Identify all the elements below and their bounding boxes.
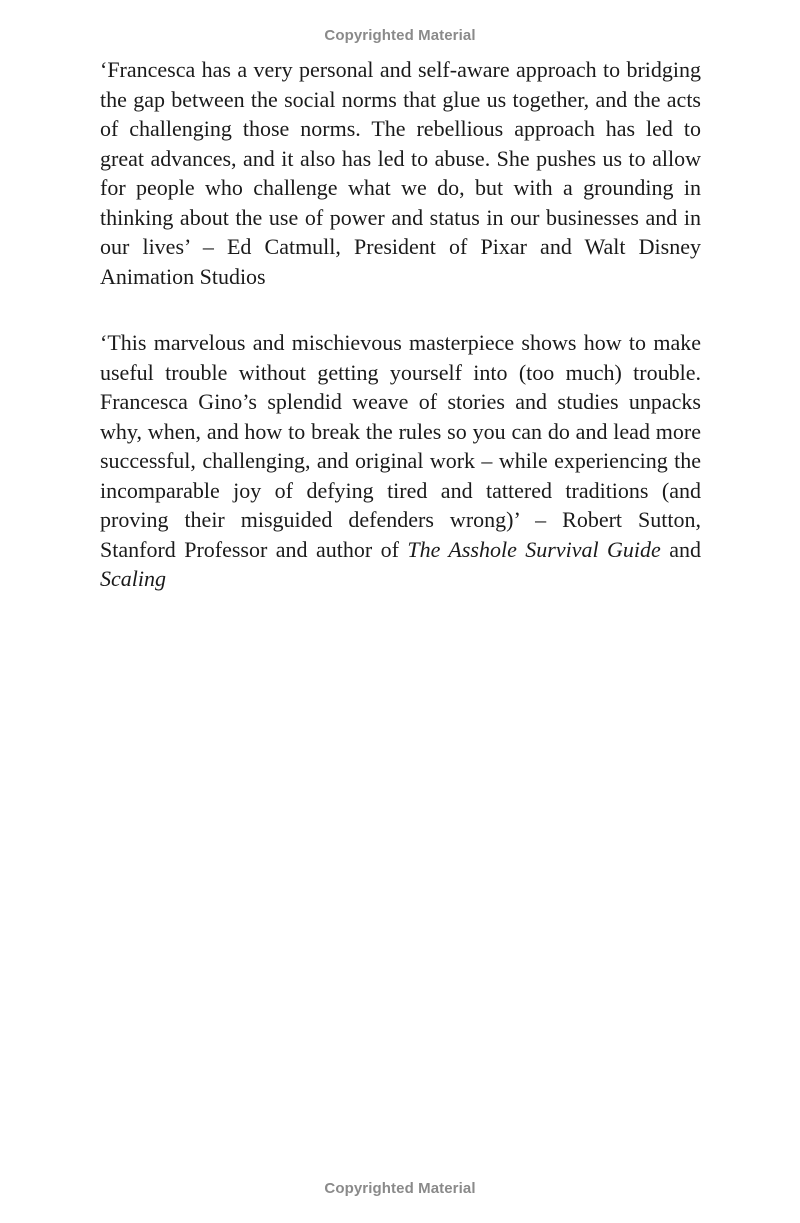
- endorsement-quote-catmull: ‘Francesca has a very personal and self-aware approach to bridging the gap between the social norms that glue us together, and the acts of challenging those norms. The rebellious approach has led to great advances, and it also has led to abuse. She pushes us to allow for people who challenge what we do, but with a grounding in thinking about the use of power and status in our businesses and in our lives’ – Ed Catmull, President of Pixar and Walt Disney Animation Studios: [100, 57, 701, 289]
- book-title-asshole-survival-guide: The Asshole Survival Guide: [407, 536, 661, 562]
- endorsement-quote-sutton: [100, 328, 701, 594]
- quote-text-conjunction: and: [660, 536, 701, 562]
- book-title-scaling: Scaling: [100, 566, 166, 591]
- copyright-watermark-top: Copyrighted Material: [324, 27, 476, 44]
- copyright-watermark-bottom: Copyrighted Material: [324, 1180, 476, 1197]
- endorsements: [100, 55, 701, 594]
- quote-text: ‘This marvelous and mischievous masterpiece shows how to make useful trouble without getting yourself into (too much) trouble. Francesca Gino’s splendid weave of stories and studies unpacks why, when, and how to break the rules so you can do and lead more successful, challenging, and original work – while experiencing the incomparable joy of defying tired and tattered traditions (and proving their misguided defenders wrong)’ – Robert Sutton, Stanford Professor and author of: [100, 330, 701, 562]
